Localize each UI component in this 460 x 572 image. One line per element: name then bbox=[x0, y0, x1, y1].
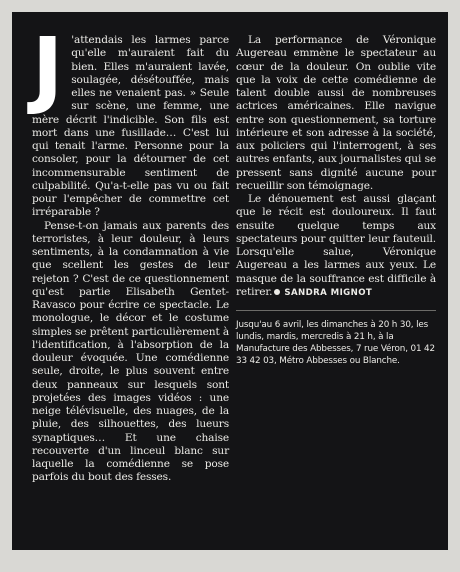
paragraph-1 bbox=[32, 19, 229, 220]
paragraph-4-text: Le dénouement est aussi glaçant que le récit est douloureux. Il faut ensuite quelque temps aux spectateurs pour quitter leur fauteuil. Lorsqu'elle salue, Véronique Augereau a les larmes aux yeux. Le masque de la souffrance est difficile à retirer. bbox=[236, 193, 436, 298]
article-column-right bbox=[236, 34, 436, 367]
practical-info-box bbox=[236, 310, 436, 367]
practical-info-text: Jusqu'au 6 avril, les dimanches à 20 h 30, les lundis, mardis, mercredis à 21 h, à la Manufacture des Abbesses, 7 rue Véron, 01 42 33 42 03, Métro Abbesses ou Blanche. bbox=[236, 320, 435, 366]
author-byline: SANDRA MIGNOT bbox=[284, 287, 373, 298]
paragraph-3: La performance de Véronique Augereau emmène le spectateur au cœur de la douleur. On oublie vite que la voix de cette comédienne de talent double aussi de nombreuses actrices américaines. Elle navigue entre son questionnement, sa torture intérieure et son adresse à la société, aux policiers qui l'interrogent, à ses autres enfants, aux journalistes qui se pressent sans dignité aucune pour recueillir son témoignage. bbox=[236, 34, 436, 192]
drop-cap: J bbox=[32, 19, 64, 117]
paragraph-2: Pense-t-on jamais aux parents des terroristes, à leur douleur, à leurs sentiments, à la condamnation à vie que scellent les gestes de leur rejeton ? C'est de ce questionnement qu'est partie Elisabeth Gentet-Ravasco pour écrire ce spectacle. Le monologue, le décor et le costume simples se prêtent particulièrement à l'identification, à l'absorption de la douleur évoquée. Une comédienne seule, droite, le plus souvent entre deux panneaux sur lesquels sont projetées des images vidéos : une neige télévisuelle, des nuages, de la pluie, des silhouettes, des lueurs synaptiques… Et une chaise recouverte d'un linceul blanc sur laquelle la comédienne se pose parfois du bout des fesses. bbox=[32, 219, 229, 484]
paragraph-4 bbox=[236, 193, 436, 300]
article-column-left bbox=[32, 19, 229, 485]
magazine-page bbox=[12, 12, 448, 550]
end-dot-icon bbox=[274, 289, 280, 295]
paragraph-1-text: 'attendais les larmes parce qu'elle m'auraient fait du bien. Elles m'auraient lavée, soulagée, désétouffée, mais elles ne venaient pas. » Seule sur scène, une femme, une mère décrit l'indicible. Son fils est mort dans une fusillade… C'est lui qui tenait l'arme. Personne pour la consoler, pour la détourner de cet incommensurable sentiment de culpabilité. Qu'a-t-elle pas vu ou fait pour l'empêcher de commettre cet irréparable ? bbox=[32, 34, 229, 219]
